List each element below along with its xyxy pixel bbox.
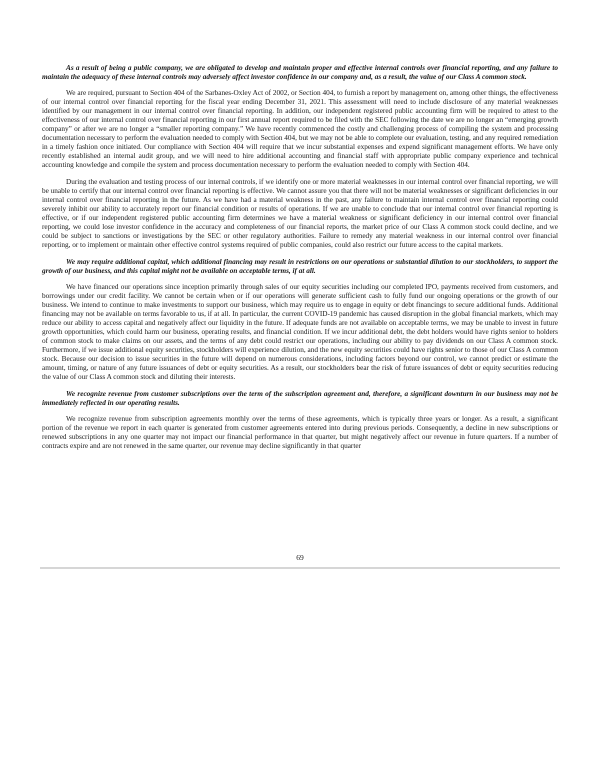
body-paragraph: We recognize revenue from subscription agreements monthly over the terms of these agreements, which is typically three years or longer. As a result, a significant portion of the revenue we report in each quarter is generated from customer agreements entered into during previous periods. Consequently, a decline in new subscriptions or renewed subscriptions in any one quarter may not impact our financial performance in that quarter, but might negatively affect our revenue in future quarters. If a number of contracts expire and are not renewed in the same quarter, our revenue may decline significantly in that quarter bbox=[42, 415, 558, 451]
body-paragraph: During the evaluation and testing process of our internal controls, if we identify one or more material weaknesses in our internal control over financial reporting, we will be unable to certify that our internal control over financial reporting is effective. We cannot assure you that there will not be material weaknesses or significant deficiencies in our internal control over financial reporting in the future. As we have had a material weakness in the past, any failure to maintain internal control over financial reporting could severely inhibit our ability to accurately report our financial condition or results of operations. If we are unable to conclude that our internal control over financial reporting is effective, or if our independent registered public accounting firm determines we have a material weakness or significant deficiency in our internal control over financial reporting, we could lose investor confidence in the accuracy and completeness of our financial reports, the market price of our Class A common stock could decline, and we could be subject to sanctions or investigations by the SEC or other regulatory authorities. Failure to remedy any material weakness in our internal control over financial reporting, or to implement or maintain other effective control systems required of public companies, could also restrict our future access to the capital markets. bbox=[42, 178, 558, 250]
page-number: 69 bbox=[296, 553, 304, 562]
section-heading: As a result of being a public company, we are obligated to develop and maintain proper and effective internal controls over financial reporting, and any failure to maintain the adequacy of these internal controls may adversely affect investor confidence in our company and, as a result, the value of our Class A common stock. bbox=[42, 64, 558, 82]
page-divider bbox=[40, 567, 560, 569]
risk-section-internal-controls bbox=[42, 64, 558, 250]
body-paragraph: We are required, pursuant to Section 404 of the Sarbanes-Oxley Act of 2002, or Section 404, to furnish a report by management on, among other things, the effectiveness of our internal control over financial reporting for the fiscal year ending December 31, 2021. This assessment will need to include disclosure of any material weaknesses identified by our management in our internal control over financial reporting. In addition, our independent registered public accounting firm will be required to attest to the effectiveness of our internal control over financial reporting in our first annual report required to be filed with the SEC following the date we are no longer an “emerging growth company” or after we are no longer a “smaller reporting company.” We have recently commenced the costly and challenging process of compiling the system and processing documentation necessary to perform the evaluation needed to comply with Section 404, but we may not be able to complete our evaluation, testing, and any required remediation in a timely fashion once initiated. Our compliance with Section 404 will require that we incur substantial expenses and expend significant management efforts. We have only recently established an internal audit group, and we will need to hire additional accounting and financial staff with appropriate public company experience and technical accounting knowledge and compile the system and process documentation necessary to perform the evaluation needed to comply with Section 404. bbox=[42, 89, 558, 170]
section-heading: We recognize revenue from customer subscriptions over the term of the subscription agreement and, therefore, a significant downturn in our business may not be immediately reflected in our operating results. bbox=[42, 390, 558, 408]
risk-section-revenue-recognition bbox=[42, 390, 558, 451]
risk-section-additional-capital bbox=[42, 258, 558, 383]
body-paragraph: We have financed our operations since inception primarily through sales of our equity securities including our completed IPO, payments received from customers, and borrowings under our credit facility. We cannot be certain when or if our operations will generate sufficient cash to fully fund our ongoing operations or the growth of our business. We intend to continue to make investments to support our business, which may require us to engage in equity or debt financings to secure additional funds. Additional financing may not be available on terms favorable to us, if at all. In particular, the current COVID-19 pandemic has caused disruption in the global financial markets, which may reduce our ability to access capital and negatively affect our liquidity in the future. If adequate funds are not available on acceptable terms, we may be unable to invest in future growth opportunities, which could harm our business, operating results, and financial condition. If we incur additional debt, the debt holders would have rights senior to holders of common stock to make claims on our assets, and the terms of any debt could restrict our operations, including our ability to pay dividends on our Class A common stock. Furthermore, if we issue additional equity securities, stockholders will experience dilution, and the new equity securities could have rights senior to those of our Class A common stock. Because our decision to issue securities in the future will depend on numerous considerations, including factors beyond our control, we cannot predict or estimate the amount, timing, or nature of any future issuances of debt or equity securities. As a result, our stockholders bear the risk of future issuances of debt or equity securities reducing the value of our Class A common stock and diluting their interests. bbox=[42, 282, 558, 382]
document-page bbox=[42, 64, 558, 459]
section-heading: We may require additional capital, which additional financing may result in restrictions on our operations or substantial dilution to our stockholders, to support the growth of our business, and this capital might not be available on acceptable terms, if at all. bbox=[42, 257, 558, 275]
